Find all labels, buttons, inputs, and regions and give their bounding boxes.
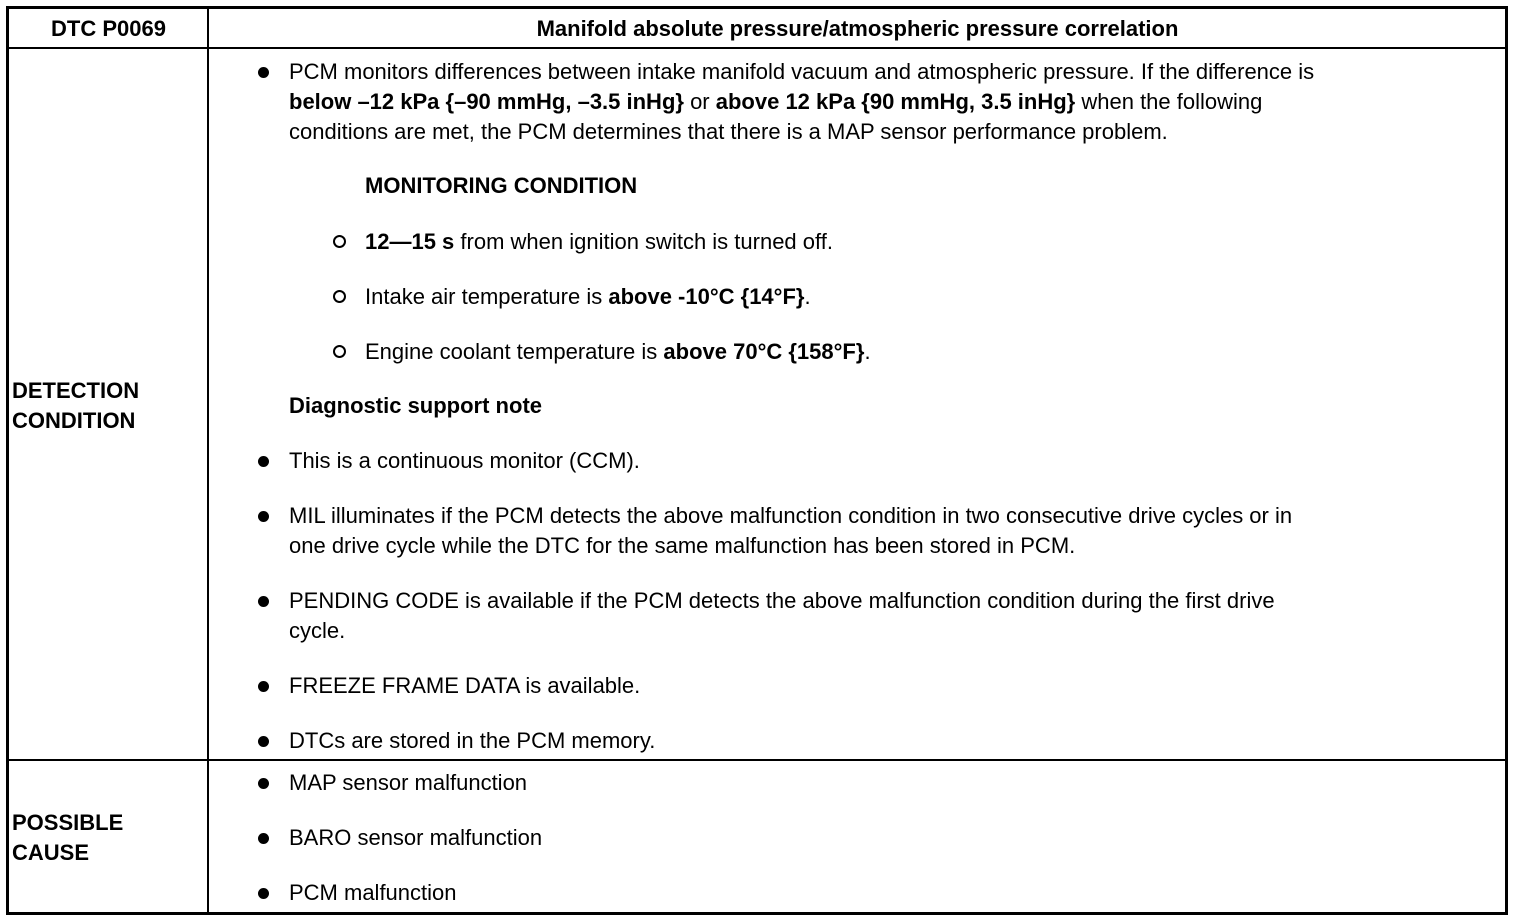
ring-bullet-icon [333, 345, 346, 358]
intro-line-1: PCM monitors differences between intake manifold vacuum and atmospheric pressure. If the difference is [289, 59, 1315, 84]
possible-cause-label [12, 808, 123, 868]
bullet-icon [258, 736, 269, 747]
dtc-title: Manifold absolute pressure/atmospheric pressure correlation [536, 16, 1179, 41]
ring-bullet-icon [333, 235, 346, 248]
support-note-line1: MIL illuminates if the PCM detects the above malfunction condition in two consecutive drive cycles or in [289, 503, 1293, 528]
cause-item: BARO sensor malfunction [289, 825, 543, 850]
monitoring-item: 12—15 s from when ignition switch is turned off. [365, 229, 833, 254]
bullet-icon [258, 67, 269, 78]
monitoring-item: Engine coolant temperature is above 70°C {158°F}. [365, 339, 871, 364]
cause-label-line1: POSSIBLE [12, 810, 124, 835]
detection-label-line2: CONDITION [12, 408, 136, 433]
bullet-icon [258, 778, 269, 789]
detection-condition-label [12, 376, 139, 436]
bullet-icon [258, 596, 269, 607]
intro-tail: when the following [1075, 89, 1263, 114]
dtc-code: DTC P0069 [51, 16, 166, 41]
bullet-icon [258, 833, 269, 844]
threshold-below: below –12 kPa {–90 mmHg, –3.5 inHg} [289, 89, 684, 114]
support-note-line2: one drive cycle while the DTC for the same malfunction has been stored in PCM. [289, 533, 1076, 558]
support-note-line2: cycle. [289, 618, 346, 643]
detection-label-line1: DETECTION [12, 378, 140, 403]
bullet-icon [258, 681, 269, 692]
cause-item: PCM malfunction [289, 880, 457, 905]
bullet-icon [258, 888, 269, 899]
support-note-line1: PENDING CODE is available if the PCM detects the above malfunction condition during the first drive [289, 588, 1275, 613]
intro-line-3: conditions are met, the PCM determines that there is a MAP sensor performance problem. [289, 119, 1168, 144]
monitoring-item: Intake air temperature is above -10°C {14°F}. [365, 284, 811, 309]
bullet-icon [258, 511, 269, 522]
monitoring-condition-heading: MONITORING CONDITION [365, 173, 638, 198]
column-divider [207, 9, 209, 912]
support-note: FREEZE FRAME DATA is available. [289, 673, 641, 698]
intro-connector: or [683, 89, 716, 114]
cause-item: MAP sensor malfunction [289, 770, 528, 795]
threshold-above: above 12 kPa {90 mmHg, 3.5 inHg} [715, 89, 1076, 114]
support-note: DTCs are stored in the PCM memory. [289, 728, 656, 753]
support-note: This is a continuous monitor (CCM). [289, 448, 640, 473]
row-divider [9, 759, 1505, 761]
intro-line-2 [289, 87, 1262, 117]
diagnostic-support-heading: Diagnostic support note [289, 393, 542, 418]
ring-bullet-icon [333, 290, 346, 303]
bullet-icon [258, 456, 269, 467]
cause-label-line2: CAUSE [12, 840, 90, 865]
